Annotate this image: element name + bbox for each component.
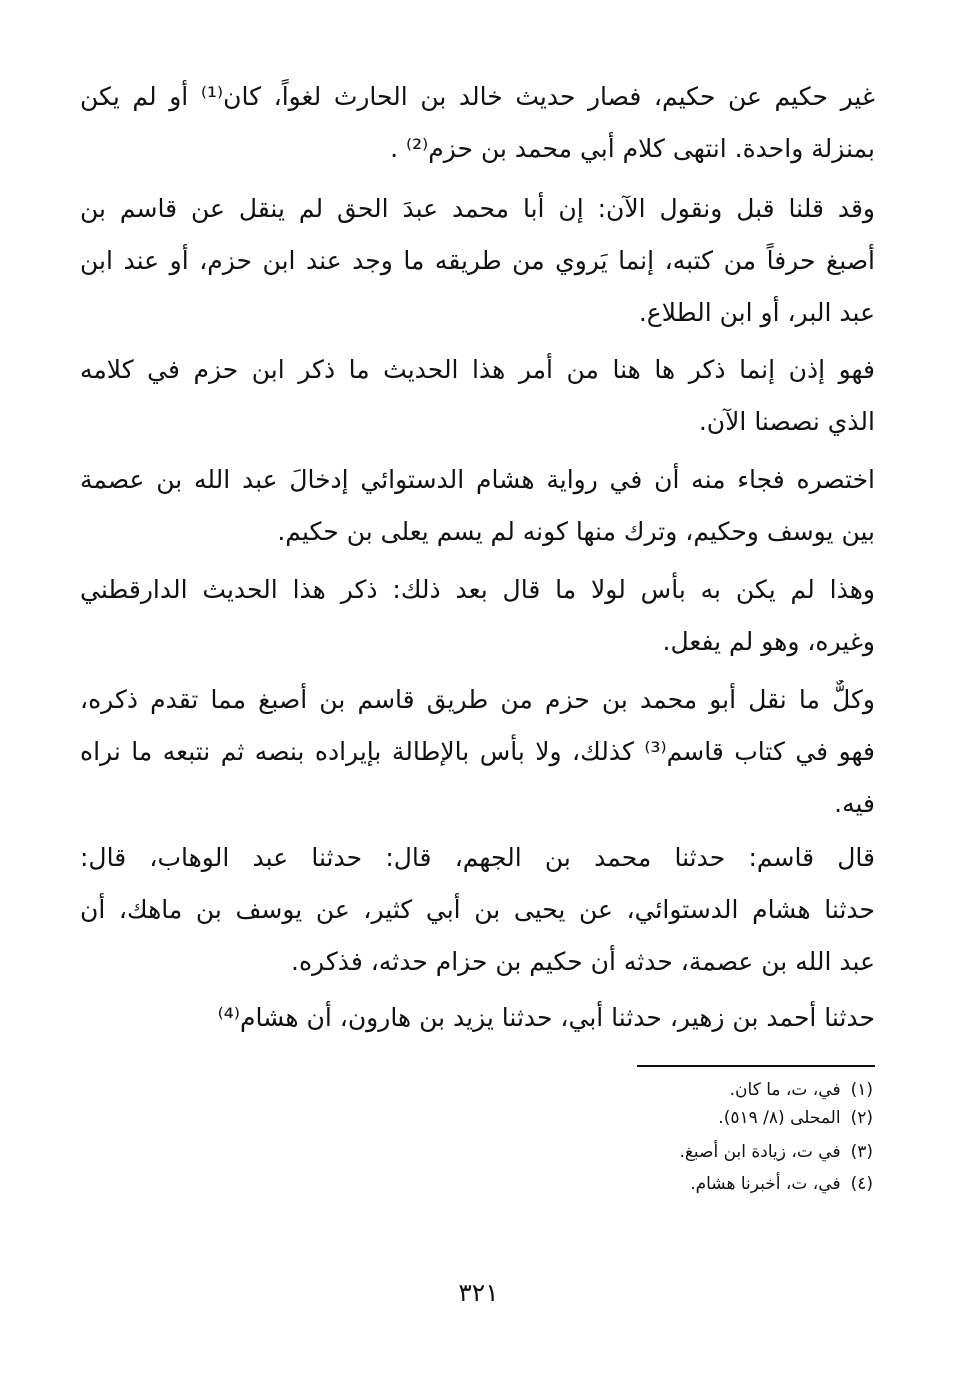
footnote-number: (٤) [850,1174,873,1194]
body-line: وهذا لم يكن به بأس لولا ما قال بعد ذلك: ذكر هذا الحديث الدارقطني [80,575,875,604]
body-line: قال قاسم: حدثنا محمد بن الجهم، قال: حدثنا عبد الوهاب، قال: [80,843,875,872]
footnote-divider [637,1065,875,1067]
footnote-number: (١) [850,1080,873,1100]
page-number: ٣٢١ [458,1278,499,1307]
footnote [690,1172,873,1196]
body-line: الذي نصصنا الآن. [698,407,875,436]
footnote-number: (٣) [850,1142,873,1162]
body-line: فيه. [834,789,875,818]
body-line: حدثنا أحمد بن زهير، حدثنا أبي، حدثنا يزيد بن هارون، أن هشام⁽⁴⁾ [217,1003,875,1032]
footnote-text: المحلى (٨/ ٥١٩). [718,1108,841,1128]
body-line: عبد الله بن عصمة، حدثه أن حكيم بن حزام حدثه، فذكره. [291,947,875,976]
body-line: وغيره، وهو لم يفعل. [662,627,875,656]
footnote [679,1140,873,1164]
footnote-text: في، ت، ما كان. [729,1080,841,1100]
footnote [730,1078,873,1102]
footnote-number: (٢) [850,1108,873,1128]
footnote-text: في، ت، أخبرنا هشام. [690,1174,841,1194]
body-line: بمنزلة واحدة. انتهى كلام أبي محمد بن حزم⁽²⁾ . [390,134,875,163]
footnote-text: في ت، زيادة ابن أصبغ. [679,1142,841,1162]
footnote [718,1106,873,1130]
body-line: فهو إذن إنما ذكر ها هنا من أمر هذا الحديث ما ذكر ابن حزم في كلامه [80,355,875,384]
body-line: وقد قلنا قبل ونقول الآن: إن أبا محمد عبدَ الحق لم ينقل عن قاسم بن [80,194,875,223]
body-line: اختصره فجاء منه أن في رواية هشام الدستوائي إدخالَ عبد الله بن عصمة [80,465,875,494]
body-line: عبد البر، أو ابن الطلاع. [638,298,875,327]
body-line: غير حكيم عن حكيم، فصار حديث خالد بن الحارث لغواً، كان⁽¹⁾ أو لم يكن [80,82,875,111]
body-line: أصبغ حرفاً من كتبه، إنما يَروي من طريقه ما وجد عند ابن حزم، أو عند ابن [80,246,875,275]
body-line: بين يوسف وحكيم، وترك منها كونه لم يسم يعلى بن حكيم. [277,517,875,546]
body-line: حدثنا هشام الدستوائي، عن يحيى بن أبي كثير، عن يوسف بن ماهك، أن [80,895,875,924]
body-line: وكلٌّ ما نقل أبو محمد بن حزم من طريق قاسم بن أصبغ مما تقدم ذكره، [80,685,875,714]
body-line: فهو في كتاب قاسم⁽³⁾ كذلك، ولا بأس بالإطالة بإيراده بنصه ثم نتبعه ما نراه [80,737,875,766]
